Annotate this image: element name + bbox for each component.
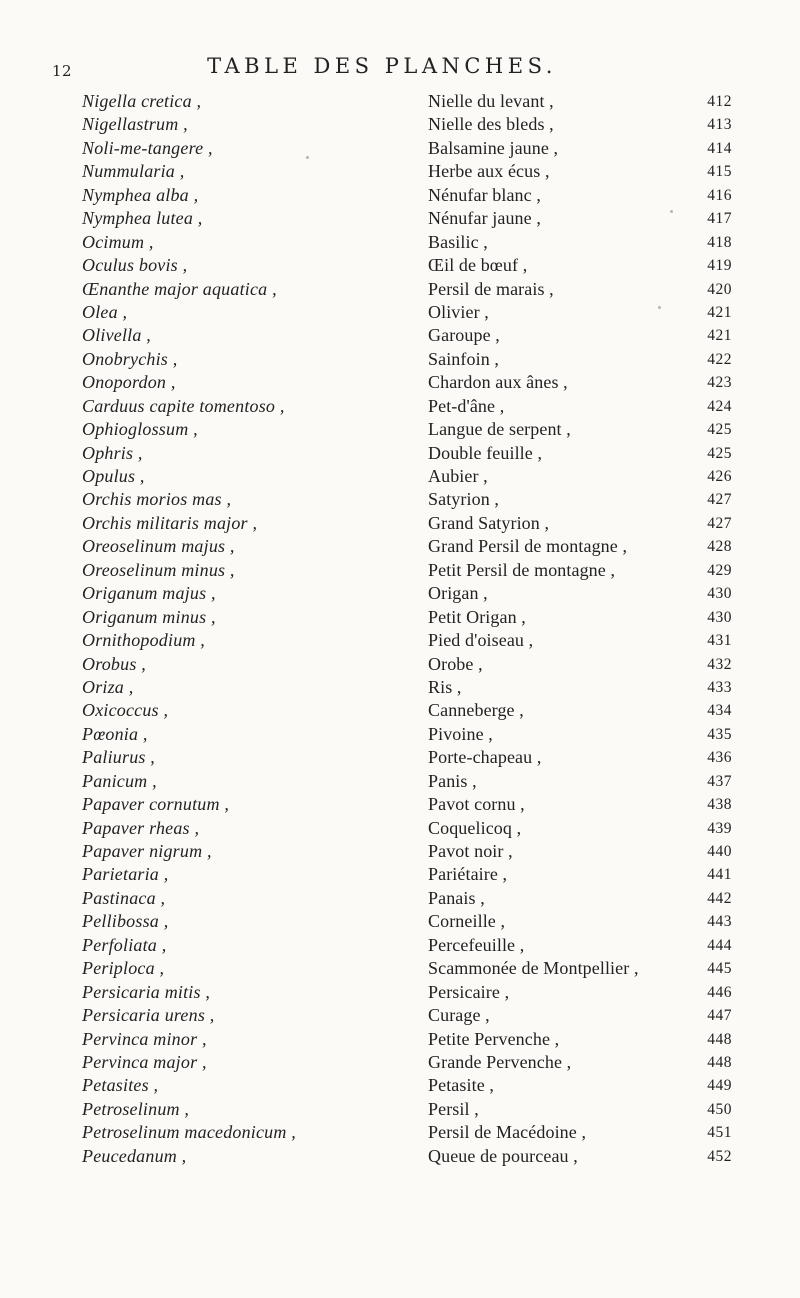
table-row xyxy=(82,676,732,699)
french-name: Panais , xyxy=(428,887,485,908)
plate-number: 425 xyxy=(707,421,732,439)
latin-name: Petroselinum , xyxy=(82,1098,190,1119)
plate-number: 449 xyxy=(707,1077,732,1095)
plates-table xyxy=(82,90,732,1168)
french-name: Curage , xyxy=(428,1005,490,1026)
table-row xyxy=(82,324,732,347)
paper-speck xyxy=(306,156,309,159)
table-row xyxy=(82,184,732,207)
plate-number: 450 xyxy=(707,1100,732,1118)
table-row xyxy=(82,934,732,957)
plate-number: 437 xyxy=(707,772,732,790)
french-name: Garoupe , xyxy=(428,325,500,346)
plate-number: 452 xyxy=(707,1147,732,1165)
table-row xyxy=(82,1098,732,1121)
french-name: Pariétaire , xyxy=(428,864,508,885)
latin-name: Pervinca major , xyxy=(82,1051,207,1072)
plate-number: 435 xyxy=(707,725,732,743)
latin-name: Papaver nigrum , xyxy=(82,841,212,861)
french-name: Œil de bœuf , xyxy=(428,255,528,276)
plate-number: 413 xyxy=(707,116,732,134)
french-name: Percefeuille , xyxy=(428,934,525,955)
french-name: Persil de Macédoine , xyxy=(428,1122,587,1143)
table-row xyxy=(82,957,732,980)
french-name: Chardon aux ânes , xyxy=(428,372,568,393)
table-row xyxy=(82,910,732,933)
plate-number: 441 xyxy=(707,866,732,884)
table-row xyxy=(82,488,732,511)
plate-number: 416 xyxy=(707,186,732,204)
latin-name: Periploca , xyxy=(82,958,165,979)
latin-name: Peucedanum , xyxy=(82,1145,187,1166)
latin-name: Opulus , xyxy=(82,466,145,486)
french-name: Nielle des bleds , xyxy=(428,114,554,135)
latin-name: Oreoselinum majus , xyxy=(82,536,235,557)
french-name: Balsamine jaune , xyxy=(428,137,559,158)
french-name: Grand Persil de montagne , xyxy=(428,536,628,557)
french-name: Pavot cornu , xyxy=(428,794,525,815)
plate-number: 424 xyxy=(707,397,732,415)
plate-number: 448 xyxy=(707,1030,732,1048)
latin-name: Parietaria , xyxy=(82,864,169,885)
french-name: Aubier , xyxy=(428,466,488,486)
table-row xyxy=(82,559,732,582)
latin-name: Orchis morios mas , xyxy=(82,489,232,510)
latin-name: Oxicoccus , xyxy=(82,700,169,721)
plate-number: 430 xyxy=(707,585,732,603)
plate-number: 418 xyxy=(707,233,732,251)
table-row xyxy=(82,606,732,629)
plate-number: 436 xyxy=(707,749,732,767)
french-name: Sainfoin , xyxy=(428,348,499,369)
french-name: Orobe , xyxy=(428,653,483,674)
latin-name: Oriza , xyxy=(82,676,134,697)
table-row xyxy=(82,1121,732,1144)
latin-name: Pastinaca , xyxy=(82,887,166,908)
french-name: Origan , xyxy=(428,583,488,604)
french-name: Langue de serpent , xyxy=(428,419,571,440)
latin-name: Ophioglossum , xyxy=(82,419,198,440)
table-row xyxy=(82,887,732,910)
latin-name: Persicaria urens , xyxy=(82,1005,215,1026)
latin-name: Origanum majus , xyxy=(82,583,216,604)
plate-number: 447 xyxy=(707,1007,732,1025)
table-row xyxy=(82,770,732,793)
french-name: Petit Origan , xyxy=(428,606,526,627)
latin-name: Pervinca minor , xyxy=(82,1028,207,1049)
latin-name: Nymphea alba , xyxy=(82,184,199,205)
latin-name: Oculus bovis , xyxy=(82,255,188,276)
french-name: Canneberge , xyxy=(428,700,524,721)
plate-number: 451 xyxy=(707,1124,732,1142)
latin-name: Noli-me-tangere , xyxy=(82,137,213,158)
french-name: Double feuille , xyxy=(428,442,543,463)
plate-number: 421 xyxy=(707,303,732,321)
table-row xyxy=(82,160,732,183)
plate-number: 430 xyxy=(707,608,732,626)
french-name: Grande Pervenche , xyxy=(428,1051,572,1072)
latin-name: Ocimum , xyxy=(82,231,154,252)
plate-number: 429 xyxy=(707,561,732,579)
french-name: Pet-d'âne , xyxy=(428,395,505,416)
french-name: Persil , xyxy=(428,1098,479,1119)
table-row xyxy=(82,395,732,418)
french-name: Petite Pervenche , xyxy=(428,1028,560,1049)
table-row xyxy=(82,840,732,863)
table-row xyxy=(82,278,732,301)
french-name: Nénufar blanc , xyxy=(428,184,541,205)
table-row xyxy=(82,629,732,652)
plate-number: 448 xyxy=(707,1053,732,1071)
latin-name: Orobus , xyxy=(82,653,146,674)
plate-number: 438 xyxy=(707,796,732,814)
table-row xyxy=(82,723,732,746)
plate-number: 415 xyxy=(707,163,732,181)
plate-number: 423 xyxy=(707,374,732,392)
plate-number: 427 xyxy=(707,514,732,532)
plate-number: 431 xyxy=(707,632,732,650)
table-row xyxy=(82,1004,732,1027)
latin-name: Nigella cretica , xyxy=(82,91,202,111)
table-row xyxy=(82,90,732,113)
table-row xyxy=(82,254,732,277)
latin-name: Panicum , xyxy=(82,770,157,791)
running-title: TABLE DES PLANCHES. xyxy=(207,54,557,78)
latin-name: Pellibossa , xyxy=(82,911,169,932)
french-name: Basilic , xyxy=(428,231,488,252)
french-name: Corneille , xyxy=(428,911,506,932)
plate-number: 419 xyxy=(707,257,732,275)
table-row xyxy=(82,582,732,605)
page-header xyxy=(52,54,712,88)
latin-name: Orchis militaris major , xyxy=(82,512,258,533)
french-name: Pivoine , xyxy=(428,723,493,744)
table-row xyxy=(82,981,732,1004)
table-row xyxy=(82,371,732,394)
latin-name: Ornithopodium , xyxy=(82,630,206,651)
latin-name: Ophris , xyxy=(82,442,143,463)
french-name: Grand Satyrion , xyxy=(428,512,550,533)
latin-name: Carduus capite tomentoso , xyxy=(82,395,285,416)
french-name: Ris , xyxy=(428,676,462,697)
table-row xyxy=(82,863,732,886)
plate-number: 443 xyxy=(707,913,732,931)
plate-number: 442 xyxy=(707,889,732,907)
plate-number: 421 xyxy=(707,327,732,345)
french-name: Queue de pourceau , xyxy=(428,1145,578,1166)
table-row xyxy=(82,442,732,465)
latin-name: Origanum minus , xyxy=(82,606,216,627)
latin-name: Papaver rheas , xyxy=(82,817,200,838)
page-number: 12 xyxy=(52,62,73,80)
french-name: Nénufar jaune , xyxy=(428,208,541,229)
plate-number: 440 xyxy=(707,843,732,860)
plate-number: 414 xyxy=(707,139,732,157)
latin-name: Nummularia , xyxy=(82,161,185,182)
french-name: Petit Persil de montagne , xyxy=(428,559,616,580)
table-row xyxy=(82,465,732,488)
table-row xyxy=(82,207,732,230)
plate-number: 420 xyxy=(707,280,732,298)
plate-number: 425 xyxy=(707,444,732,462)
french-name: Nielle du levant , xyxy=(428,91,554,111)
latin-name: Olivella , xyxy=(82,325,151,346)
latin-name: Nigellastrum , xyxy=(82,114,188,135)
latin-name: Persicaria mitis , xyxy=(82,981,211,1002)
table-row xyxy=(82,1074,732,1097)
table-row xyxy=(82,301,732,324)
plate-number: 417 xyxy=(707,210,732,228)
table-row xyxy=(82,699,732,722)
french-name: Olivier , xyxy=(428,301,489,322)
latin-name: Nymphea lutea , xyxy=(82,208,203,229)
table-row xyxy=(82,793,732,816)
table-row xyxy=(82,231,732,254)
table-row xyxy=(82,348,732,371)
french-name: Pavot noir , xyxy=(428,841,513,861)
table-row xyxy=(82,418,732,441)
french-name: Petasite , xyxy=(428,1075,494,1096)
paper-speck xyxy=(658,306,661,309)
latin-name: Perfoliata , xyxy=(82,934,167,955)
table-row xyxy=(82,1028,732,1051)
table-row xyxy=(82,1145,732,1168)
latin-name: Oreoselinum minus , xyxy=(82,559,235,580)
plate-number: 412 xyxy=(707,93,732,110)
latin-name: Papaver cornutum , xyxy=(82,794,230,815)
plate-number: 444 xyxy=(707,936,732,954)
french-name: Persicaire , xyxy=(428,981,510,1002)
table-row xyxy=(82,137,732,160)
french-name: Pied d'oiseau , xyxy=(428,630,534,651)
paper-speck xyxy=(670,210,673,213)
table-row xyxy=(82,535,732,558)
french-name: Coquelicoq , xyxy=(428,817,522,838)
latin-name: Olea , xyxy=(82,301,128,322)
plate-number: 427 xyxy=(707,491,732,509)
plate-number: 432 xyxy=(707,655,732,673)
latin-name: Œnanthe major aquatica , xyxy=(82,278,277,299)
latin-name: Paliurus , xyxy=(82,747,156,768)
plate-number: 433 xyxy=(707,678,732,696)
plate-number: 446 xyxy=(707,983,732,1001)
french-name: Satyrion , xyxy=(428,489,499,510)
table-row xyxy=(82,746,732,769)
plate-number: 422 xyxy=(707,350,732,368)
table-row xyxy=(82,817,732,840)
latin-name: Pœonia , xyxy=(82,723,148,744)
table-row xyxy=(82,1051,732,1074)
french-name: Panis , xyxy=(428,770,477,791)
latin-name: Onobrychis , xyxy=(82,348,178,369)
french-name: Herbe aux écus , xyxy=(428,161,550,182)
table-row xyxy=(82,113,732,136)
latin-name: Petasites , xyxy=(82,1075,159,1096)
french-name: Persil de marais , xyxy=(428,278,554,299)
french-name: Porte-chapeau , xyxy=(428,747,542,768)
plate-number: 434 xyxy=(707,702,732,720)
plate-number: 445 xyxy=(707,960,732,978)
french-name: Scammonée de Montpellier , xyxy=(428,958,639,979)
table-row xyxy=(82,512,732,535)
latin-name: Onopordon , xyxy=(82,372,176,393)
latin-name: Petroselinum macedonicum , xyxy=(82,1122,296,1143)
plate-number: 439 xyxy=(707,819,732,837)
plate-number: 428 xyxy=(707,538,732,556)
table-row xyxy=(82,653,732,676)
plate-number: 426 xyxy=(707,468,732,485)
